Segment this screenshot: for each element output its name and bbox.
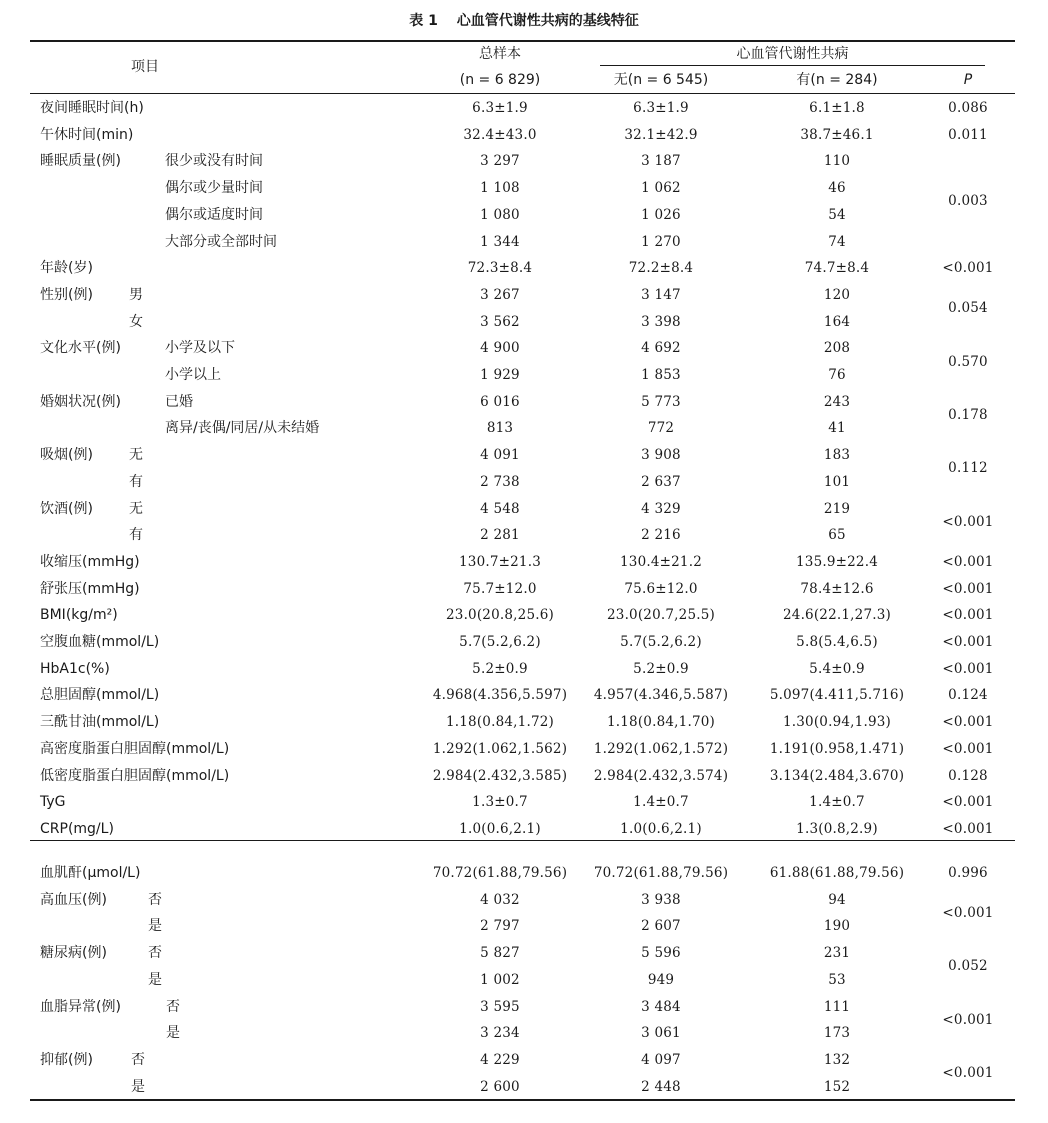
row-sublabel: 离异/丧偶/同居/从未结婚 [165, 420, 320, 437]
cell-comorbidity: 76 [828, 367, 846, 383]
cell-comorbidity: 120 [823, 286, 851, 303]
cell-total: 2.984(2.432,3.585) [432, 767, 568, 784]
cell-no-comorbidity: 1 270 [641, 233, 681, 250]
row-label: 年龄(岁) [40, 260, 93, 277]
cell-total: 23.0(20.8,25.6) [445, 607, 554, 624]
row-label: 血肌酐(μmol/L) [40, 865, 141, 881]
cell-total: 3 297 [480, 153, 520, 170]
cell-no-comorbidity: 1.0(0.6,2.1) [620, 820, 702, 837]
cell-comorbidity: 173 [823, 1025, 851, 1042]
cell-p-value: <0.001 [942, 634, 994, 650]
cell-no-comorbidity: 75.6±12.0 [624, 580, 698, 597]
cell-comorbidity: 54 [828, 206, 846, 223]
header-total-n: (n = 6 829) [459, 72, 541, 88]
cell-total: 3 562 [480, 313, 520, 330]
cell-total: 1.292(1.062,1.562) [432, 740, 568, 757]
cell-comorbidity: 208 [823, 340, 851, 357]
cell-total: 3 595 [480, 998, 520, 1015]
cell-no-comorbidity: 5.7(5.2,6.2) [620, 634, 702, 650]
cell-comorbidity: 53 [828, 971, 846, 988]
cell-total: 6.3±1.9 [472, 100, 528, 116]
row-label: 婚姻状况(例) [40, 393, 121, 410]
cell-no-comorbidity: 4.957(4.346,5.587) [593, 687, 729, 704]
cell-no-comorbidity: 1.292(1.062,1.572) [593, 740, 729, 757]
row-sublabel: 大部分或全部时间 [165, 233, 277, 250]
row-label: 空腹血糖(mmol/L) [40, 634, 160, 650]
table-title: 心血管代谢性共病的基线特征 [456, 13, 639, 29]
row-label: 糖尿病(例) [40, 945, 107, 962]
row-label: 午休时间(min) [40, 126, 134, 143]
cell-comorbidity: 3.134(2.484,3.670) [769, 767, 905, 784]
group-p-value: <0.001 [942, 513, 994, 530]
cell-comorbidity: 164 [823, 313, 851, 330]
bottom-rule [30, 1099, 1015, 1101]
cell-no-comorbidity: 1.18(0.84,1.70) [606, 714, 715, 731]
row-sublabel: 是 [148, 971, 162, 988]
row-sublabel: 有 [129, 473, 143, 490]
cell-comorbidity: 41 [828, 420, 846, 437]
header-item: 项目 [131, 59, 159, 75]
cell-no-comorbidity: 2 448 [641, 1078, 681, 1095]
cell-no-comorbidity: 23.0(20.7,25.5) [606, 607, 715, 624]
header-group: 心血管代谢性共病 [736, 46, 849, 62]
cell-comorbidity: 132 [823, 1051, 851, 1068]
cell-comorbidity: 1.191(0.958,1.471) [769, 740, 905, 757]
cell-total: 1 108 [480, 180, 520, 197]
cell-total: 2 797 [480, 918, 520, 935]
cell-no-comorbidity: 4 692 [641, 340, 681, 357]
cell-total: 75.7±12.0 [463, 580, 537, 597]
row-sublabel: 否 [148, 945, 162, 962]
cell-total: 5.2±0.9 [472, 660, 528, 677]
cell-no-comorbidity: 70.72(61.88,79.56) [593, 865, 729, 881]
header-total: 总样本 [479, 46, 521, 62]
cell-total: 1 080 [480, 206, 520, 223]
row-label: 睡眠质量(例) [40, 153, 121, 170]
cell-total: 2 281 [480, 527, 520, 544]
cell-comorbidity: 183 [823, 447, 851, 464]
table-number: 表 1 [409, 13, 438, 29]
group-p-value: 0.052 [948, 958, 988, 975]
cell-total: 4 032 [480, 891, 520, 908]
row-label: 三酰甘油(mmol/L) [40, 714, 160, 731]
cell-total: 1.3±0.7 [472, 794, 528, 811]
group-p-value: 0.054 [948, 300, 988, 317]
group-p-value: <0.001 [942, 905, 994, 922]
cell-no-comorbidity: 3 938 [641, 891, 681, 908]
cell-no-comorbidity: 3 147 [641, 286, 681, 303]
cell-no-comorbidity: 3 061 [641, 1025, 681, 1042]
cell-comorbidity: 243 [823, 393, 851, 410]
row-sublabel: 很少或没有时间 [165, 153, 263, 170]
cell-p-value: 0.086 [948, 100, 988, 116]
cell-comorbidity: 74.7±8.4 [804, 260, 870, 277]
header-rule [30, 93, 1015, 94]
cell-no-comorbidity: 1 853 [641, 367, 681, 383]
cell-no-comorbidity: 5 773 [641, 393, 681, 410]
cell-comorbidity: 1.4±0.7 [809, 794, 865, 811]
cell-comorbidity: 61.88(61.88,79.56) [769, 865, 905, 881]
cell-p-value: <0.001 [942, 607, 994, 624]
group-p-value: 0.178 [948, 407, 988, 424]
row-label: 高密度脂蛋白胆固醇(mmol/L) [40, 740, 230, 757]
row-label: HbA1c(%) [40, 660, 110, 677]
cell-total: 813 [486, 420, 514, 437]
cell-no-comorbidity: 2.984(2.432,3.574) [593, 767, 729, 784]
cell-no-comorbidity: 2 637 [641, 473, 681, 490]
cell-comorbidity: 110 [823, 153, 851, 170]
cell-p-value: 0.996 [948, 865, 988, 881]
cell-no-comorbidity: 772 [647, 420, 675, 437]
cell-total: 4 900 [480, 340, 520, 357]
cell-comorbidity: 78.4±12.6 [800, 580, 874, 597]
row-label: 文化水平(例) [40, 340, 121, 357]
cell-no-comorbidity: 130.4±21.2 [619, 553, 703, 570]
cell-total: 2 738 [480, 473, 520, 490]
row-label: 抑郁(例) [40, 1051, 93, 1068]
cell-comorbidity: 38.7±46.1 [800, 126, 874, 143]
cell-comorbidity: 219 [823, 500, 851, 517]
row-label: 夜间睡眠时间(h) [40, 100, 144, 116]
cell-total: 1 929 [480, 367, 520, 383]
cell-comorbidity: 6.1±1.8 [809, 100, 865, 116]
cell-total: 1 002 [480, 971, 520, 988]
row-sublabel: 否 [166, 998, 180, 1015]
row-label: 总胆固醇(mmol/L) [40, 687, 160, 704]
cell-no-comorbidity: 6.3±1.9 [633, 100, 689, 116]
cell-p-value: 0.124 [948, 687, 988, 704]
cell-comorbidity: 65 [828, 527, 846, 544]
cell-comorbidity: 1.30(0.94,1.93) [782, 714, 891, 731]
group-p-value: 0.003 [948, 193, 988, 210]
group-p-value: <0.001 [942, 1065, 994, 1082]
row-sublabel: 是 [148, 918, 162, 935]
cell-no-comorbidity: 2 216 [641, 527, 681, 544]
row-sublabel: 否 [131, 1051, 145, 1068]
cell-total: 1.0(0.6,2.1) [459, 820, 541, 837]
section-rule [30, 840, 1015, 841]
row-sublabel: 无 [129, 500, 143, 517]
row-sublabel: 男 [129, 286, 143, 303]
group-p-value: 0.112 [948, 460, 988, 477]
cell-no-comorbidity: 3 908 [641, 447, 681, 464]
row-label: TyG [40, 794, 66, 811]
cell-no-comorbidity: 1 026 [641, 206, 681, 223]
cell-total: 70.72(61.88,79.56) [432, 865, 568, 881]
cell-no-comorbidity: 949 [647, 971, 675, 988]
cell-p-value: <0.001 [942, 820, 994, 837]
cell-total: 1.18(0.84,1.72) [445, 714, 554, 731]
cell-p-value: <0.001 [942, 660, 994, 677]
row-label: 性别(例) [40, 286, 93, 303]
cell-p-value: <0.001 [942, 580, 994, 597]
row-label: CRP(mg/L) [40, 820, 114, 837]
cell-comorbidity: 1.3(0.8,2.9) [796, 820, 878, 837]
row-sublabel: 偶尔或少量时间 [165, 180, 263, 197]
cell-no-comorbidity: 2 607 [641, 918, 681, 935]
cell-total: 72.3±8.4 [467, 260, 533, 277]
row-label: 吸烟(例) [40, 447, 93, 464]
row-sublabel: 女 [129, 313, 143, 330]
row-sublabel: 小学以上 [165, 367, 221, 383]
table-caption [0, 10, 1048, 30]
cell-comorbidity: 190 [823, 918, 851, 935]
cell-p-value: <0.001 [942, 714, 994, 731]
cell-no-comorbidity: 3 187 [641, 153, 681, 170]
cell-comorbidity: 111 [823, 998, 851, 1015]
row-label: 收缩压(mmHg) [40, 553, 140, 570]
cell-total: 4 229 [480, 1051, 520, 1068]
cell-total: 3 234 [480, 1025, 520, 1042]
cell-comorbidity: 5.097(4.411,5.716) [769, 687, 905, 704]
cell-no-comorbidity: 4 329 [641, 500, 681, 517]
cell-total: 4 548 [480, 500, 520, 517]
cell-total: 32.4±43.0 [463, 126, 537, 143]
header-no-n: 无(n = 6 545) [613, 72, 709, 88]
cell-total: 4.968(4.356,5.597) [432, 687, 568, 704]
cell-total: 4 091 [480, 447, 520, 464]
header-p: P [963, 72, 973, 88]
cell-comorbidity: 231 [823, 945, 851, 962]
row-sublabel: 是 [131, 1078, 145, 1095]
row-label: 血脂异常(例) [40, 998, 121, 1015]
cell-total: 5.7(5.2,6.2) [459, 634, 541, 650]
cell-p-value: <0.001 [942, 794, 994, 811]
cell-p-value: 0.128 [948, 767, 988, 784]
cell-total: 130.7±21.3 [458, 553, 542, 570]
row-label: 低密度脂蛋白胆固醇(mmol/L) [40, 767, 230, 784]
cell-no-comorbidity: 5 596 [641, 945, 681, 962]
row-label: 高血压(例) [40, 891, 107, 908]
cell-total: 6 016 [480, 393, 520, 410]
row-sublabel: 无 [129, 447, 143, 464]
cell-no-comorbidity: 32.1±42.9 [624, 126, 698, 143]
group-p-value: <0.001 [942, 1011, 994, 1028]
cell-comorbidity: 135.9±22.4 [795, 553, 879, 570]
cell-comorbidity: 152 [823, 1078, 851, 1095]
header-yes-n: 有(n = 284) [796, 72, 878, 88]
row-label: BMI(kg/m²) [40, 607, 118, 624]
row-sublabel: 有 [129, 527, 143, 544]
cell-total: 2 600 [480, 1078, 520, 1095]
row-label: 舒张压(mmHg) [40, 580, 140, 597]
cell-no-comorbidity: 4 097 [641, 1051, 681, 1068]
cell-no-comorbidity: 1.4±0.7 [633, 794, 689, 811]
cell-comorbidity: 74 [828, 233, 846, 250]
cell-no-comorbidity: 3 484 [641, 998, 681, 1015]
row-sublabel: 偶尔或适度时间 [165, 206, 263, 223]
cell-comorbidity: 5.8(5.4,6.5) [796, 634, 878, 650]
row-sublabel: 是 [166, 1025, 180, 1042]
cell-total: 1 344 [480, 233, 520, 250]
cell-comorbidity: 24.6(22.1,27.3) [782, 607, 891, 624]
cell-p-value: <0.001 [942, 740, 994, 757]
row-sublabel: 小学及以下 [165, 340, 235, 357]
cell-no-comorbidity: 5.2±0.9 [633, 660, 689, 677]
row-sublabel: 已婚 [165, 393, 193, 410]
cell-p-value: <0.001 [942, 260, 994, 277]
cell-comorbidity: 94 [828, 891, 846, 908]
cell-p-value: <0.001 [942, 553, 994, 570]
cell-no-comorbidity: 3 398 [641, 313, 681, 330]
cell-comorbidity: 101 [823, 473, 851, 490]
cell-total: 5 827 [480, 945, 520, 962]
cell-no-comorbidity: 72.2±8.4 [628, 260, 694, 277]
cell-p-value: 0.011 [948, 126, 988, 143]
row-label: 饮酒(例) [40, 500, 93, 517]
cell-comorbidity: 5.4±0.9 [809, 660, 865, 677]
cell-total: 3 267 [480, 286, 520, 303]
cell-no-comorbidity: 1 062 [641, 180, 681, 197]
row-sublabel: 否 [148, 891, 162, 908]
cell-comorbidity: 46 [828, 180, 846, 197]
group-p-value: 0.570 [948, 353, 988, 370]
